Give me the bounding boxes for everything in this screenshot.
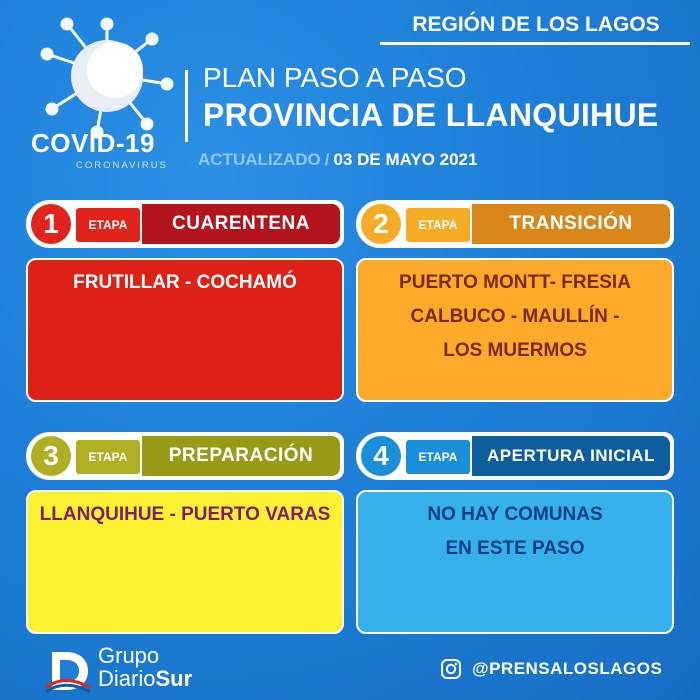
instagram-icon	[440, 658, 462, 680]
stage-etapa-label: ETAPA	[406, 208, 470, 242]
stage-header	[356, 432, 674, 480]
stage-phase-name: CUARENTENA	[142, 204, 340, 244]
logo-grupo-text: Grupo	[98, 643, 160, 668]
commune-line: NO HAY COMUNAS	[427, 504, 603, 525]
stage-etapa-label: ETAPA	[76, 440, 140, 474]
stage-header	[26, 432, 344, 480]
updated-separator: /	[324, 150, 330, 169]
updated-date: 03 DE MAYO 2021	[333, 150, 478, 169]
stage-number: 1	[31, 204, 71, 244]
province-title: PROVINCIA DE LLANQUIHUE	[203, 97, 659, 133]
covid-title: COVID-19	[31, 128, 155, 158]
stage-communes	[356, 258, 674, 402]
logo-sur: Sur	[155, 666, 193, 691]
social-handle[interactable]	[440, 655, 662, 683]
commune-line: FRUTILLAR - COCHAMÓ	[73, 272, 297, 293]
commune-line: EN ESTE PASO	[445, 538, 585, 559]
stage-communes	[356, 490, 674, 634]
stage-communes	[26, 258, 344, 402]
covid-subtitle: CORONAVIRUS	[75, 160, 168, 171]
region-underline	[380, 42, 690, 45]
stage-header	[356, 200, 674, 248]
stage-communes	[26, 490, 344, 634]
stage-card-2	[356, 200, 674, 402]
stage-card-4	[356, 432, 674, 634]
commune-line: CALBUCO - MAULLÍN -	[410, 306, 620, 327]
commune-line: LOS MUERMOS	[443, 340, 587, 361]
commune-line: PUERTO MONTT- FRESIA	[399, 272, 631, 293]
stage-card-1	[26, 200, 344, 402]
logo-diario-text	[98, 668, 192, 690]
stage-number: 2	[361, 204, 401, 244]
grupo-diario-sur-logo-icon	[44, 648, 92, 694]
social-handle-text: @PRENSALOSLAGOS	[472, 659, 663, 678]
stage-header	[26, 200, 344, 248]
plan-title: PLAN PASO A PASO	[203, 62, 467, 93]
stage-etapa-label: ETAPA	[406, 440, 470, 474]
stage-phase-name: TRANSICIÓN	[472, 204, 670, 244]
stage-number: 3	[31, 436, 71, 476]
stage-phase-name: PREPARACIÓN	[142, 436, 340, 476]
stage-card-3	[26, 432, 344, 634]
updated-line	[198, 150, 477, 170]
region-title: REGIÓN DE LOS LAGOS	[412, 13, 660, 36]
stage-etapa-label: ETAPA	[76, 208, 140, 242]
logo-diario: Diario	[98, 666, 156, 691]
stage-phase-name: APERTURA INICIAL	[472, 436, 670, 476]
header-divider	[185, 70, 188, 142]
updated-label: ACTUALIZADO	[198, 150, 321, 169]
commune-line: LLANQUIHUE - PUERTO VARAS	[39, 504, 331, 525]
stage-number: 4	[361, 436, 401, 476]
